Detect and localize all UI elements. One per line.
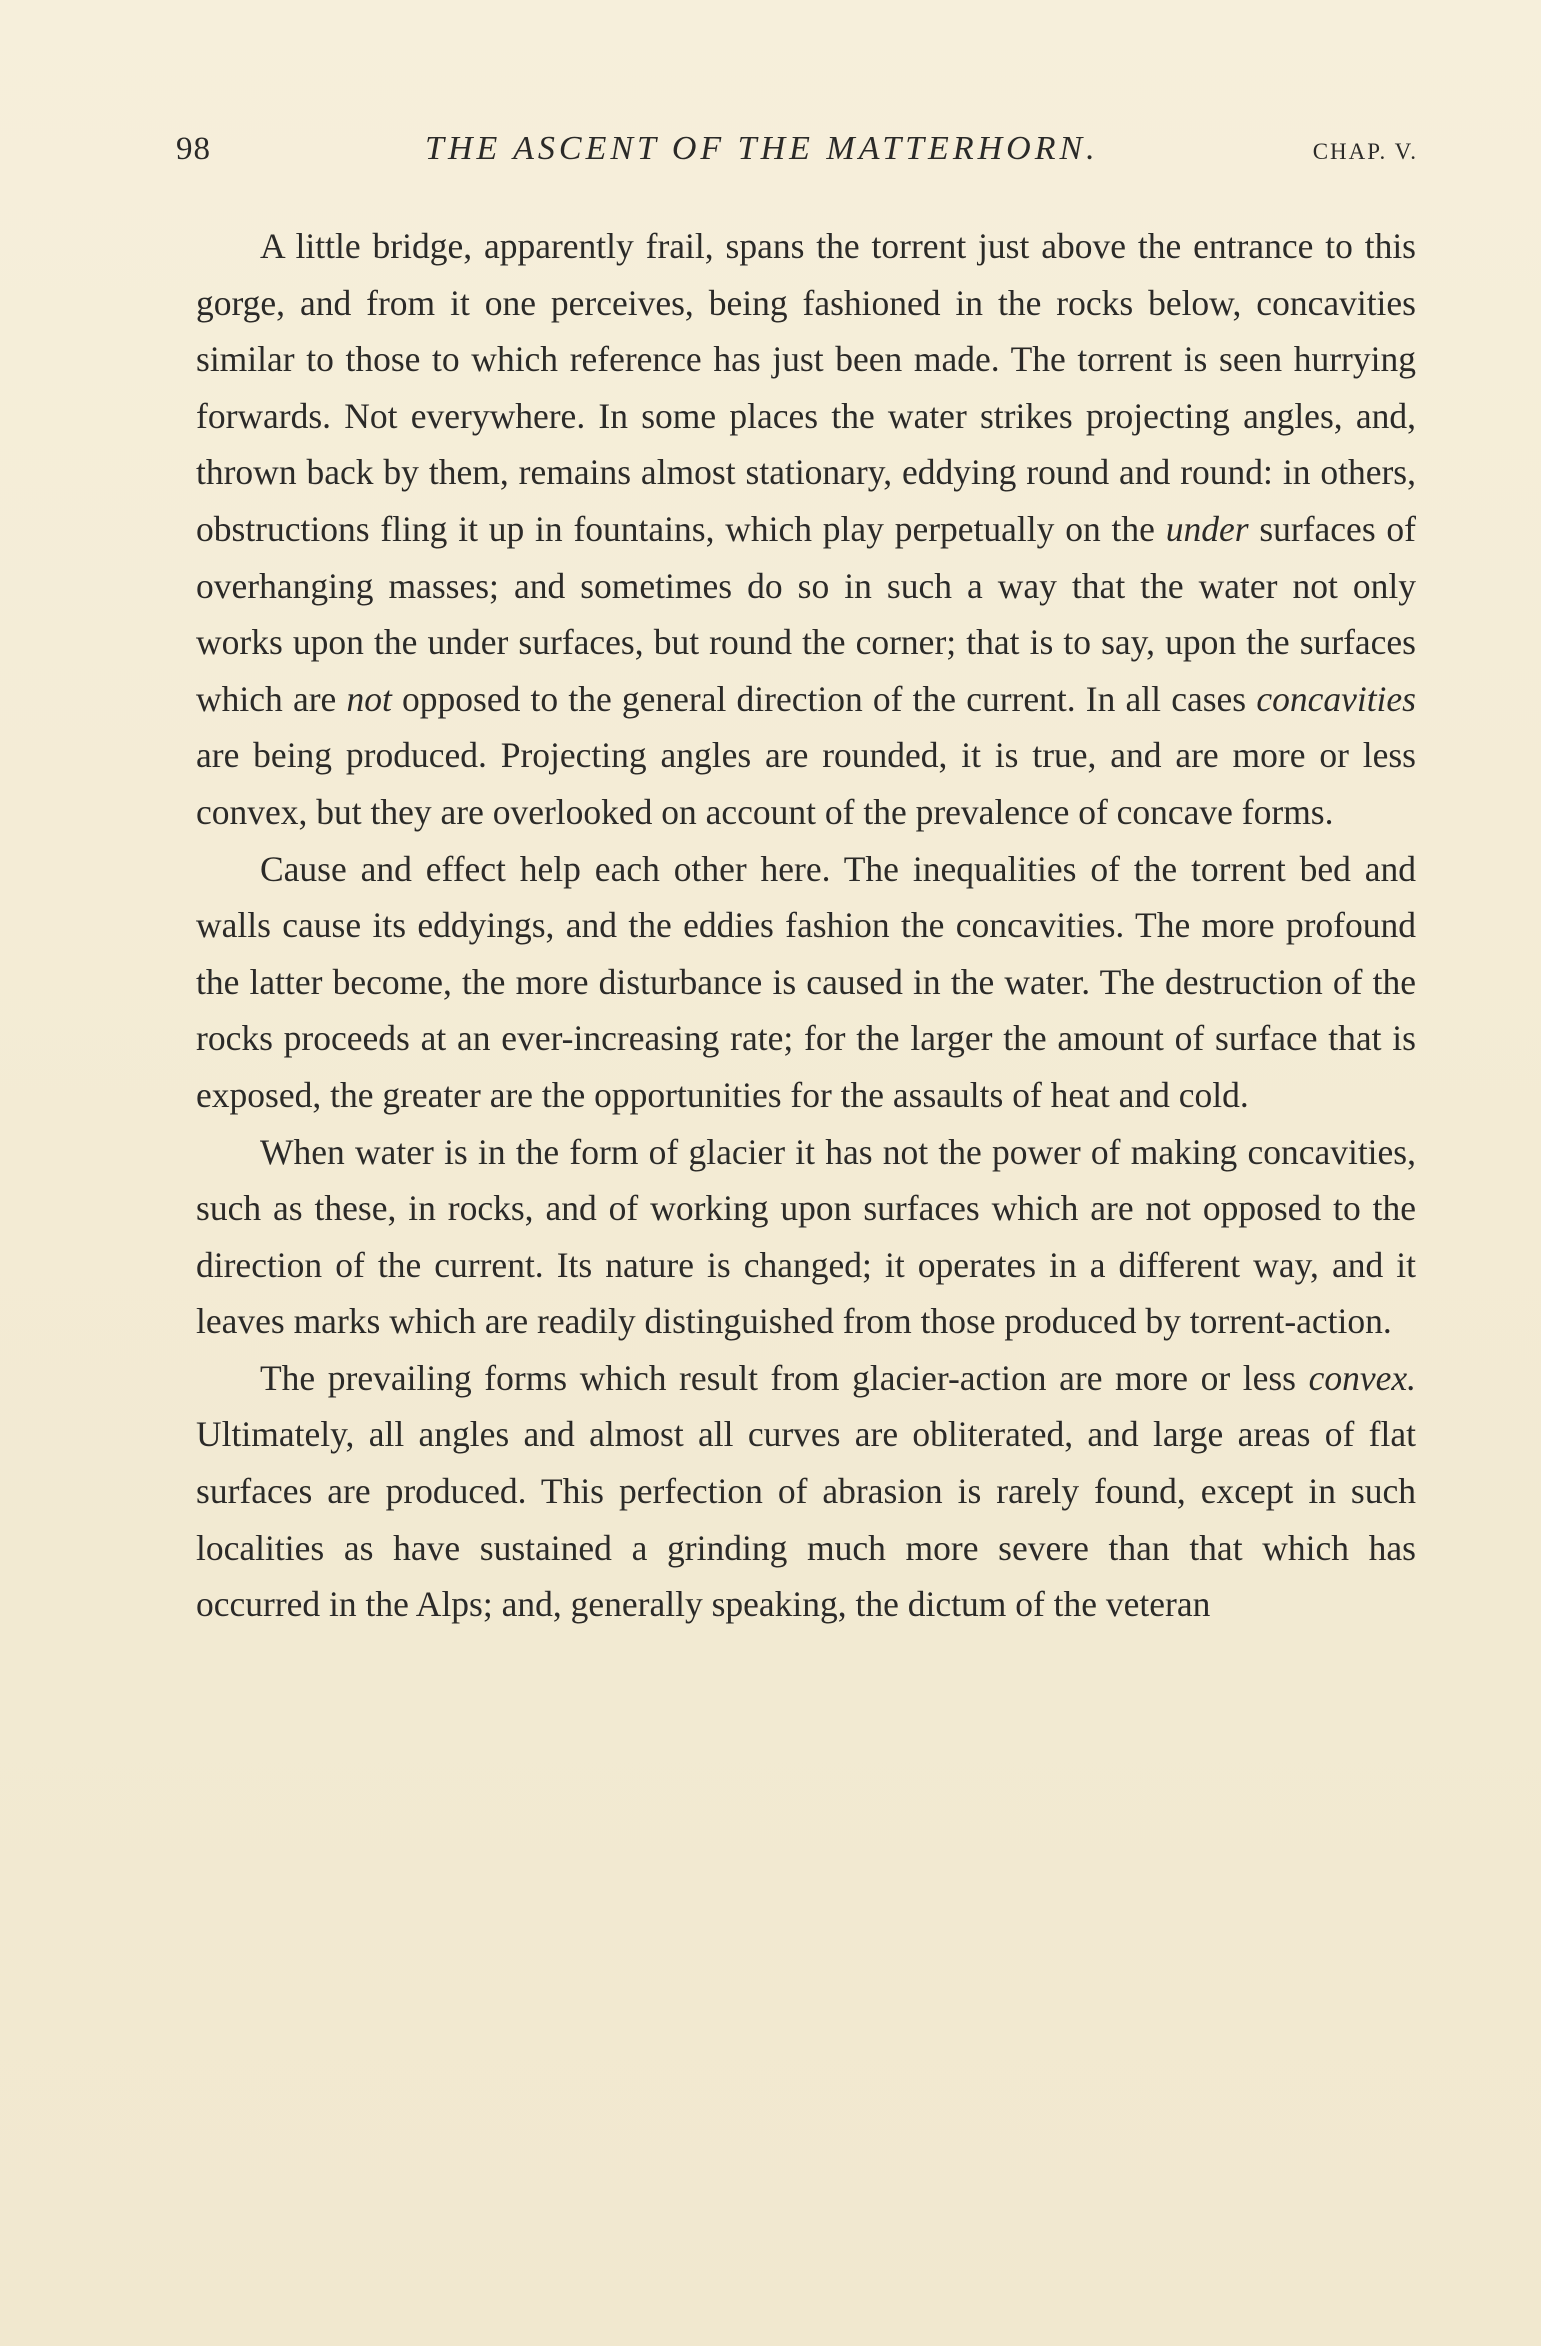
paragraph-1-text-b: surfaces of overhanging masses; and sometimes do so in such a way that the water not only works upon the under surfaces, but round the corner; that is to say, upon the surfaces which are — [196, 508, 1417, 719]
paragraph-4 — [196, 1350, 1416, 1633]
running-title: THE ASCENT OF THE MATTERHORN. — [425, 130, 1099, 167]
paragraph-1-text-d: are being produced. Projecting angles are rounded, it is true, and are more or less convex, but they are overlooked on account of the prevalence of concave forms. — [196, 735, 1416, 832]
paragraph-1 — [196, 218, 1416, 841]
paragraph-1-text-c: opposed to the general direction of the current. In all cases — [391, 678, 1257, 719]
emphasis-under: under — [1165, 508, 1249, 549]
emphasis-convex: convex. — [1308, 1357, 1416, 1398]
emphasis-not: not — [346, 678, 392, 719]
paragraph-2: Cause and effect help each other here. The inequalities of the torrent bed and walls cause its eddyings, and the eddies fashion the concavities. The more profound the latter become, the more disturbance is caused in the water. The destruction of the rocks proceeds at an ever-increasing rate; for the larger the amount of surface that is exposed, the greater are the opportunities for the assaults of heat and cold. — [196, 848, 1416, 1115]
page-number: 98 — [176, 131, 211, 167]
paragraph-4-text-a: The prevailing forms which result from glacier-action are more or less — [260, 1357, 1309, 1398]
page-header — [176, 130, 1418, 190]
paragraph-4-text-b: Ultimately, all angles and almost all curves are obliterated, and large areas of flat surfaces are produced. This perfection of abrasion is rarely found, except in such localities as have sustained a grinding much more severe than that which has occurred in the Alps; and, generally speaking, the dictum of the veteran — [196, 1414, 1416, 1625]
paragraph-1-text-a: A little bridge, apparently frail, spans the torrent just above the entrance to this gorge, and from it one perceives, being fashioned in the rocks below, concavities similar to those to which reference has just been made. The torrent is seen hurrying forwards. Not everywhere. In some places the water strikes projecting angles, and, thrown back by them, remains almost stationary, eddying round and round: in others, obstructions fling it up in fountains, which play perpetually on the — [196, 226, 1416, 549]
body-text — [196, 218, 1416, 1633]
chapter-reference: CHAP. V. — [1312, 139, 1418, 164]
paragraph-3: When water is in the form of glacier it has not the power of making concavities, such as these, in rocks, and of working upon surfaces which are not opposed to the direction of the current. Its nature is changed; it operates in a different way, and it leaves marks which are readily distinguished from those produced by torrent-action. — [196, 1131, 1416, 1342]
emphasis-concavities: concavities — [1256, 678, 1416, 719]
